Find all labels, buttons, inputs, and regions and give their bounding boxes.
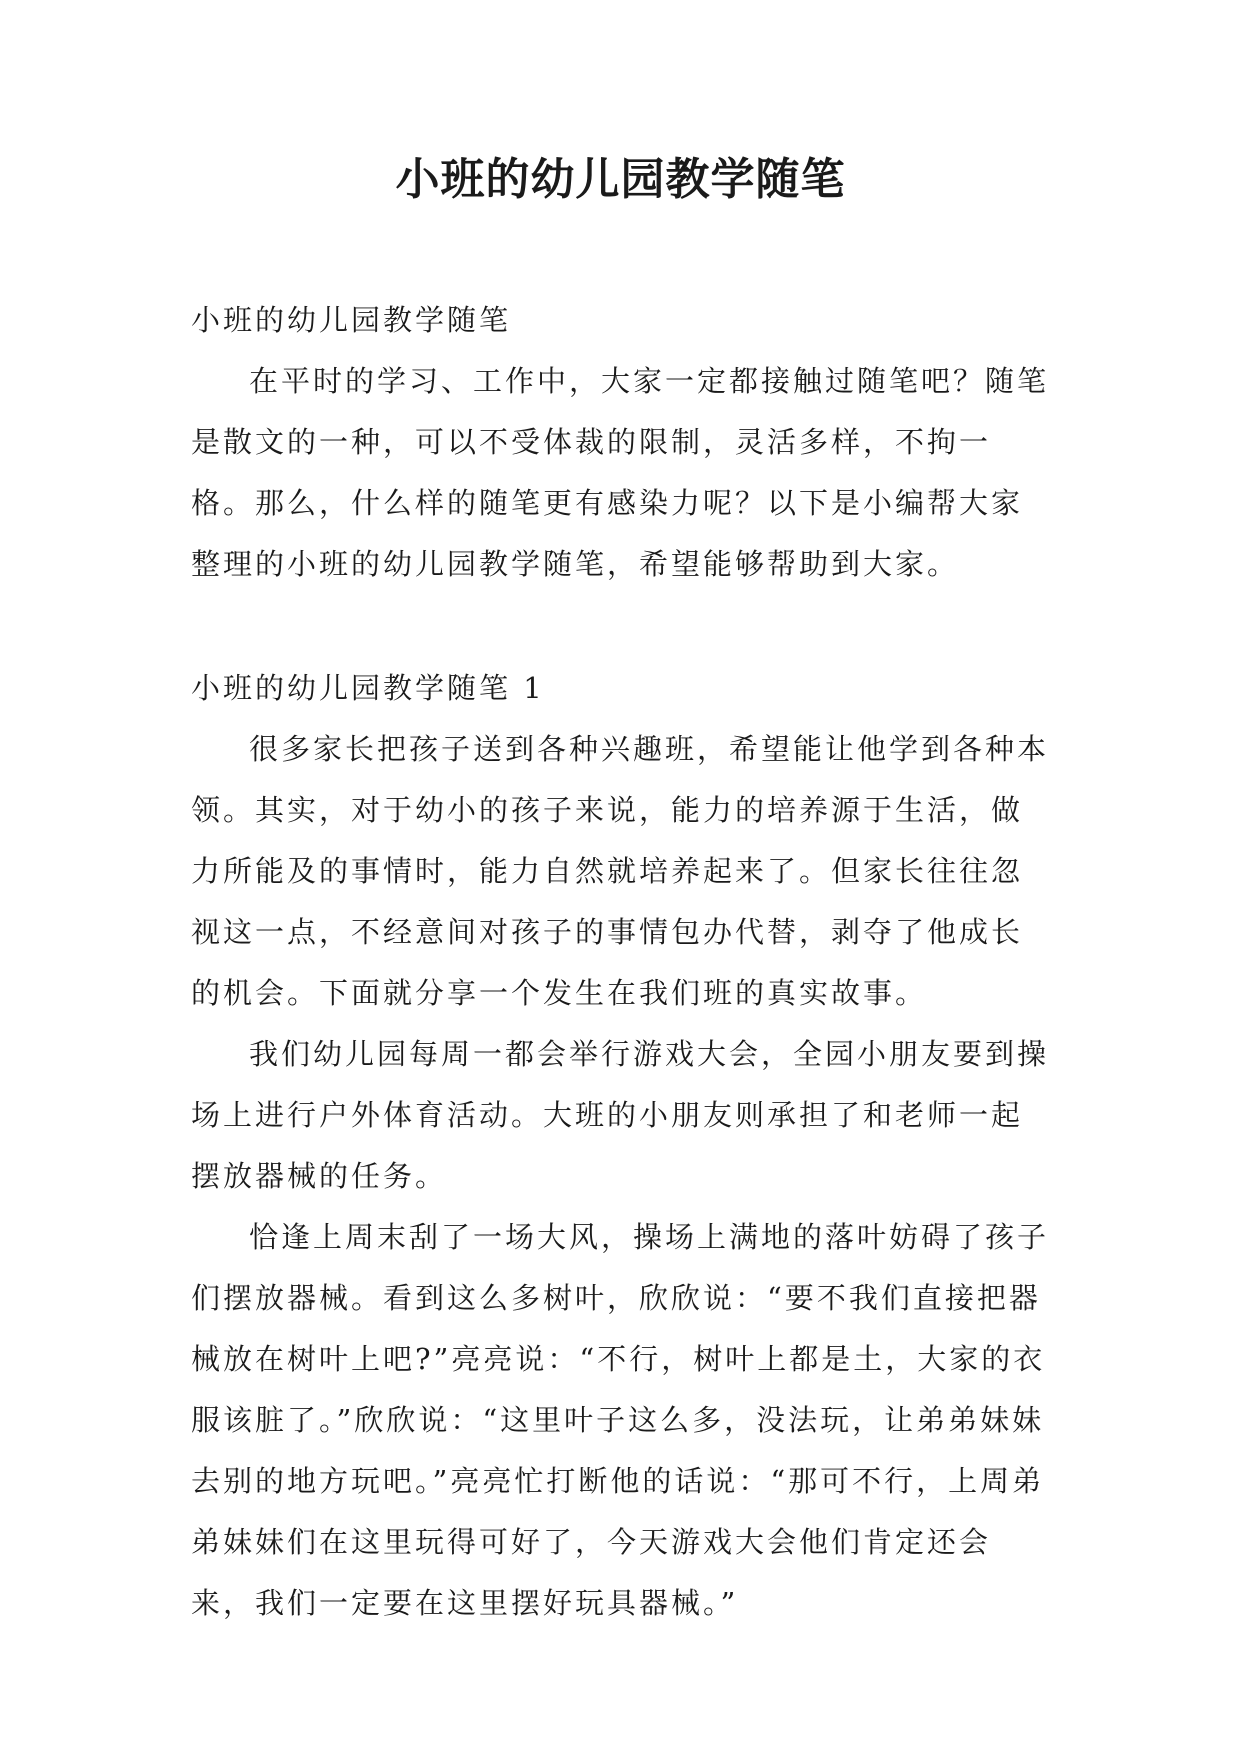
document-title: 小班的幼儿园教学随笔: [395, 154, 846, 205]
body-paragraph: 我们幼儿园每周一都会举行游戏大会，全园小朋友要到操场上进行户外体育活动。大班的小朋友则承担了和老师一起摆放器械的任务。: [191, 1037, 1050, 1193]
intro-paragraph: 在平时的学习、工作中，大家一定都接触过随笔吧？随笔是散文的一种，可以不受体裁的限制，灵活多样，不拘一格。那么，什么样的随笔更有感染力呢？以下是小编帮大家整理的小班的幼儿园教学随笔，希望能够帮助到大家。: [191, 364, 1050, 581]
document-body: [191, 290, 1051, 1634]
section-spacer: [191, 595, 1051, 658]
body-paragraph: 恰逢上周末刮了一场大风，操场上满地的落叶妨碍了孩子们摆放器械。看到这么多树叶，欣欣说：“要不我们直接把器械放在树叶上吧?”亮亮说：“不行，树叶上都是土，大家的衣服该脏了。”欣欣说：“这里叶子这么多，没法玩，让弟弟妹妹去别的地方玩吧。”亮亮忙打断他的话说：“那可不行，上周弟弟妹妹们在这里玩得可好了，今天游戏大会他们肯定还会来，我们一定要在这里摆好玩具器械。”: [191, 1220, 1050, 1620]
section-heading: 小班的幼儿园教学随笔 1: [191, 671, 545, 705]
document-subtitle: 小班的幼儿园教学随笔: [191, 303, 512, 337]
body-paragraph: 很多家长把孩子送到各种兴趣班，希望能让他学到各种本领。其实，对于幼小的孩子来说，能力的培养源于生活，做力所能及的事情时，能力自然就培养起来了。但家长往往忽视这一点，不经意间对孩子的事情包办代替，剥夺了他成长的机会。下面就分享一个发生在我们班的真实故事。: [191, 732, 1050, 1010]
